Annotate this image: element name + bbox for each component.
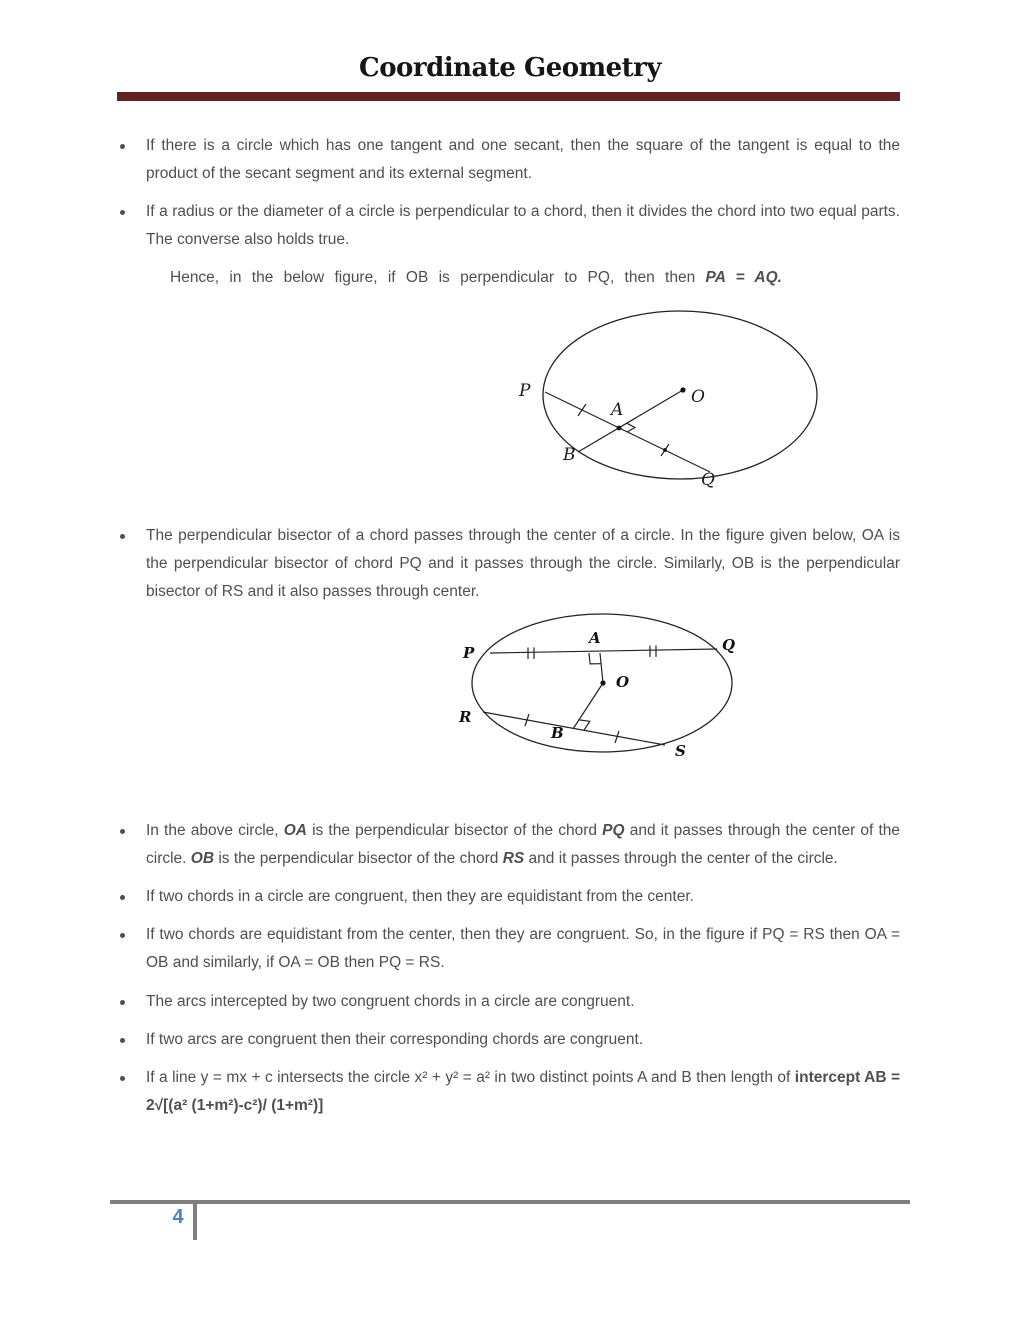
- hence-paragraph: Hence, in the below figure, if OB is perpendicular to PQ, then then PA = AQ.: [170, 269, 782, 286]
- bullet-icon: [118, 198, 146, 254]
- bullet-text: In the above circle, OA is the perpendicular bisector of the chord PQ and it passes through the center of the circle. OB is the perpendicular bisector of the chord RS and it passes through the center of the circle.: [146, 822, 900, 867]
- page-title: Coordinate Geometry: [359, 53, 661, 83]
- footer-rule: [110, 1200, 910, 1204]
- page-number: 4: [172, 1206, 184, 1228]
- bullet-text: If two arcs are congruent then their corresponding chords are congruent.: [146, 1031, 644, 1048]
- label-B: B: [563, 445, 576, 465]
- bullet-tangent-secant: [118, 132, 900, 188]
- chord-RS: [483, 712, 665, 745]
- bullet-perpendicular-bisector: [118, 522, 900, 606]
- bullet-icon: [118, 883, 146, 911]
- bullet-text: The arcs intercepted by two congruent chords in a circle are congruent.: [146, 993, 635, 1010]
- segment-AO: [600, 653, 603, 683]
- label-R: R: [459, 708, 472, 726]
- bullet-radius-perpendicular-chord: [118, 198, 900, 254]
- bullet-icon: [118, 132, 146, 188]
- circle-outline: [543, 311, 817, 479]
- right-angle-marker-A: [589, 653, 601, 664]
- bullet-text: If two chords are equidistant from the center, then they are congruent. So, in the figure if PQ = RS then OA = OB and similarly, if OA = OB then PQ = RS.: [146, 926, 900, 971]
- bullet-icon: [118, 921, 146, 977]
- title-rule: [117, 92, 900, 101]
- label-S: S: [675, 742, 686, 760]
- right-angle-marker-B: [579, 720, 590, 731]
- bullet-text: If two chords in a circle are congruent, then they are equidistant from the center.: [146, 888, 694, 905]
- point-O-dot: [600, 680, 605, 685]
- bullet-equidistant-chords-congruent: [118, 921, 900, 977]
- label-O: O: [691, 387, 705, 407]
- bullet-line-intersects-circle: [118, 1064, 900, 1120]
- chord-PQ: [490, 649, 717, 653]
- bullet-text: If there is a circle which has one tangent and one secant, then the square of the tangent is equal to the product of the secant segment and its external segment.: [146, 137, 900, 182]
- bullet-icon: [118, 1026, 146, 1054]
- label-O: O: [616, 673, 630, 691]
- bullet-arcs-intercepted: [118, 988, 900, 1016]
- label-A: A: [611, 400, 624, 420]
- label-A: A: [589, 629, 601, 647]
- label-Q: Q: [701, 470, 715, 490]
- figure-two-chords-bisectors: [455, 609, 745, 761]
- footer-divider: [193, 1200, 197, 1240]
- label-P: P: [519, 381, 531, 401]
- label-Q: Q: [722, 636, 736, 654]
- bullet-icon: [118, 522, 146, 606]
- right-angle-marker: [627, 423, 635, 432]
- bullet-congruent-chords-equidistant: [118, 883, 900, 911]
- bullet-icon: [118, 988, 146, 1016]
- bullet-text: If a radius or the diameter of a circle is perpendicular to a chord, then it divides the chord into two equal parts. The converse also holds true.: [146, 203, 900, 248]
- bullet-above-circle-OA-OB: [118, 817, 900, 873]
- point-A-dot: [617, 426, 622, 431]
- bullet-icon: [118, 817, 146, 873]
- segment-OB: [573, 683, 603, 729]
- label-B: B: [551, 724, 564, 742]
- label-P: P: [463, 644, 475, 662]
- figure-circle-chord-bisected: [505, 304, 825, 496]
- bullet-icon: [118, 1064, 146, 1120]
- bullet-text: The perpendicular bisector of a chord passes through the center of a circle. In the figure given below, OA is the perpendicular bisector of chord PQ and it passes through the circle. Similarly, OB is the perpendicular bisector of RS and it also passes through center.: [146, 527, 900, 600]
- page-content: [118, 132, 900, 1120]
- segment-OB: [578, 390, 683, 452]
- bullet-text: If a line y = mx + c intersects the circle x² + y² = a² in two distinct points A and B then length of intercept AB = 2√[(a² (1+m²)-c²)/ (1+m²)]: [146, 1069, 901, 1114]
- tick-PA: [578, 404, 586, 416]
- bullet-congruent-arcs: [118, 1026, 900, 1054]
- tick-dot: [663, 448, 667, 452]
- point-O-dot: [680, 387, 685, 392]
